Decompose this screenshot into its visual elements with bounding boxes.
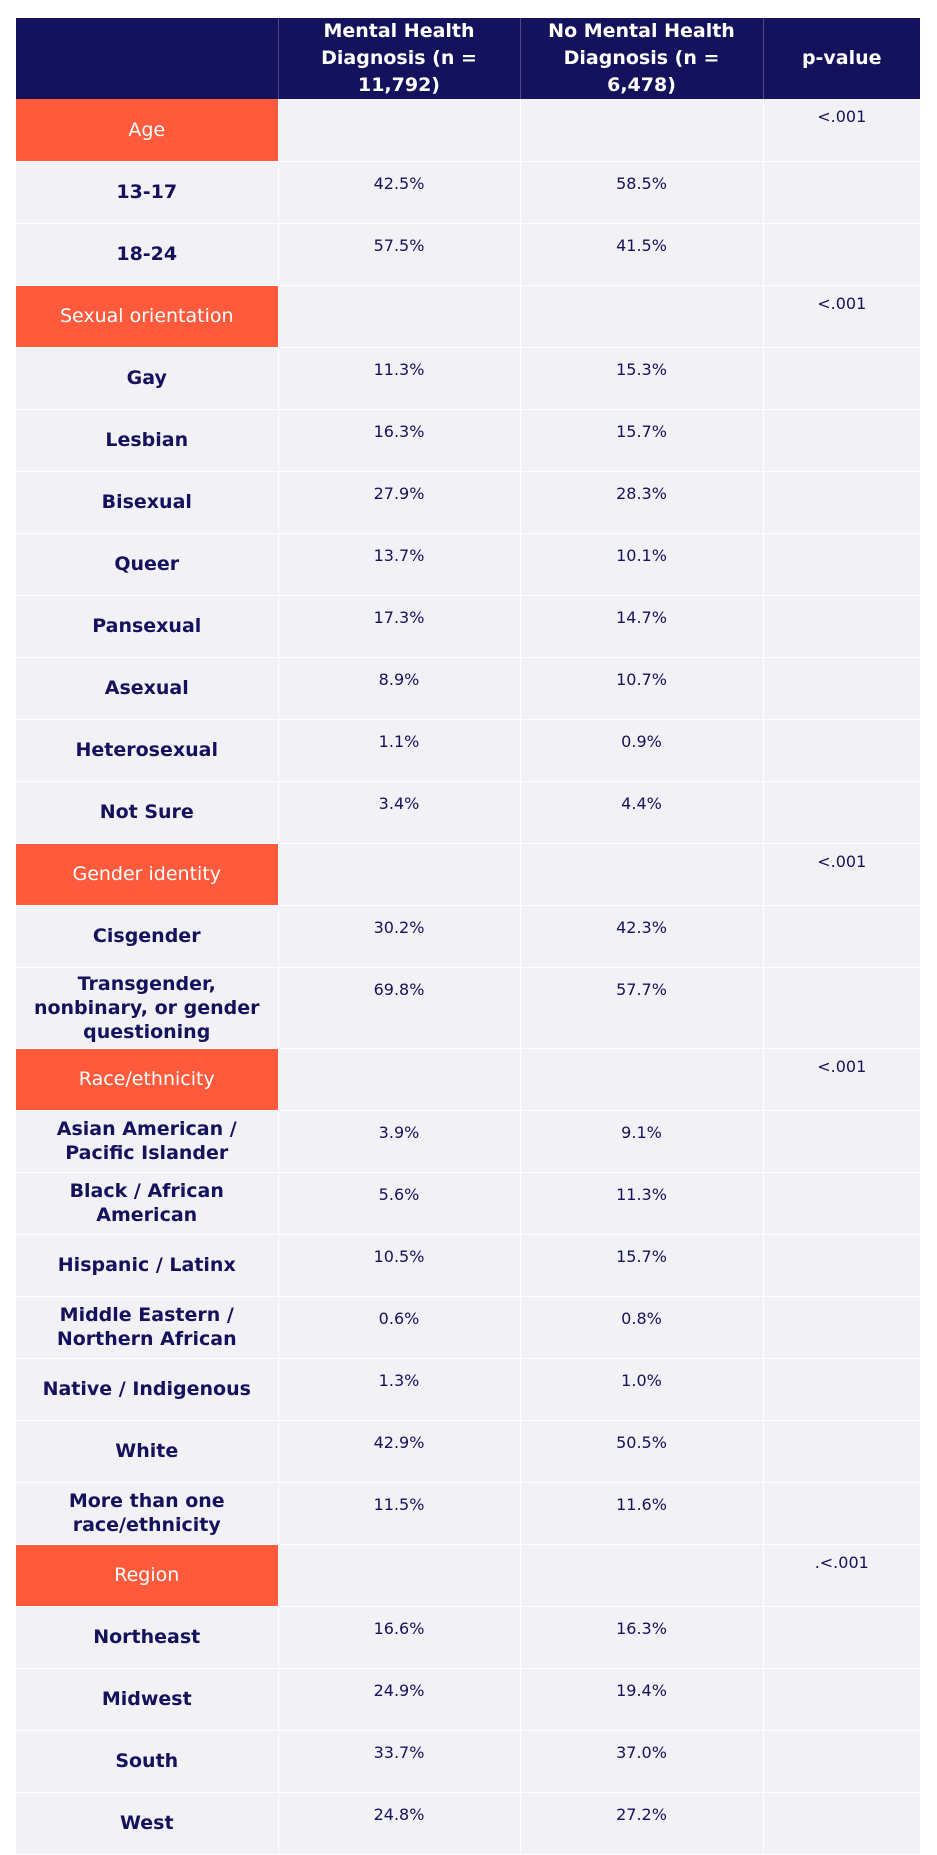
mental-health-value: 11.5% [278, 1482, 520, 1544]
no-mental-health-value: 14.7% [520, 595, 763, 657]
no-mental-health-value: 37.0% [520, 1730, 763, 1792]
no-mental-health-value: 4.4% [520, 781, 763, 843]
section-row [16, 285, 920, 347]
row-label: Black / African American [16, 1172, 278, 1234]
empty-cell [520, 99, 763, 161]
table-row [16, 719, 920, 781]
row-label: Lesbian [16, 409, 278, 471]
mental-health-value: 30.2% [278, 905, 520, 967]
row-label: Pansexual [16, 595, 278, 657]
table-row [16, 533, 920, 595]
row-label: Heterosexual [16, 719, 278, 781]
section-label: Age [16, 99, 278, 161]
table-row [16, 1730, 920, 1792]
section-row [16, 1048, 920, 1110]
section-label: Region [16, 1544, 278, 1606]
table-row [16, 471, 920, 533]
table-row [16, 1668, 920, 1730]
empty-cell [763, 1420, 920, 1482]
mental-health-value: 17.3% [278, 595, 520, 657]
no-mental-health-value: 28.3% [520, 471, 763, 533]
mental-health-value: 24.8% [278, 1792, 520, 1854]
empty-cell [763, 1606, 920, 1668]
row-label: Hispanic / Latinx [16, 1234, 278, 1296]
mental-health-value: 57.5% [278, 223, 520, 285]
empty-cell [763, 781, 920, 843]
row-label: More than one race/ethnicity [16, 1482, 278, 1544]
empty-cell [763, 1358, 920, 1420]
mental-health-value: 42.9% [278, 1420, 520, 1482]
p-value-cell: <.001 [763, 285, 920, 347]
table-row [16, 1296, 920, 1358]
row-label: Native / Indigenous [16, 1358, 278, 1420]
row-label: Transgender, nonbinary, or gender questioning [16, 967, 278, 1048]
empty-cell [520, 843, 763, 905]
empty-cell [763, 1296, 920, 1358]
table-row [16, 1234, 920, 1296]
no-mental-health-value: 15.7% [520, 409, 763, 471]
no-mental-health-value: 27.2% [520, 1792, 763, 1854]
empty-cell [763, 1110, 920, 1172]
table-row [16, 595, 920, 657]
no-mental-health-value: 58.5% [520, 161, 763, 223]
empty-cell [763, 905, 920, 967]
empty-cell [520, 1544, 763, 1606]
empty-cell [763, 409, 920, 471]
table-row [16, 409, 920, 471]
row-label: White [16, 1420, 278, 1482]
row-label: West [16, 1792, 278, 1854]
empty-cell [763, 347, 920, 409]
no-mental-health-value: 57.7% [520, 967, 763, 1048]
empty-cell [763, 1792, 920, 1854]
header-mental-health: Mental Health Diagnosis (n = 11,792) [278, 18, 520, 99]
no-mental-health-value: 42.3% [520, 905, 763, 967]
mental-health-value: 24.9% [278, 1668, 520, 1730]
mental-health-value: 10.5% [278, 1234, 520, 1296]
empty-cell [763, 533, 920, 595]
section-label: Gender identity [16, 843, 278, 905]
row-label: Queer [16, 533, 278, 595]
mental-health-value: 1.3% [278, 1358, 520, 1420]
empty-cell [763, 657, 920, 719]
mental-health-value: 3.9% [278, 1110, 520, 1172]
row-label: Asian American / Pacific Islander [16, 1110, 278, 1172]
empty-cell [520, 285, 763, 347]
section-row [16, 1544, 920, 1606]
p-value-cell: <.001 [763, 1048, 920, 1110]
p-value-cell: .<.001 [763, 1544, 920, 1606]
no-mental-health-value: 9.1% [520, 1110, 763, 1172]
no-mental-health-value: 11.6% [520, 1482, 763, 1544]
mental-health-value: 27.9% [278, 471, 520, 533]
row-label: 13-17 [16, 161, 278, 223]
empty-cell [278, 99, 520, 161]
row-label: Northeast [16, 1606, 278, 1668]
mental-health-value: 3.4% [278, 781, 520, 843]
section-row [16, 843, 920, 905]
header-blank-cell [16, 18, 278, 99]
empty-cell [520, 1048, 763, 1110]
p-value-cell: <.001 [763, 99, 920, 161]
empty-cell [763, 471, 920, 533]
empty-cell [763, 1730, 920, 1792]
row-label: Middle Eastern / Northern African [16, 1296, 278, 1358]
mental-health-value: 42.5% [278, 161, 520, 223]
row-label: Asexual [16, 657, 278, 719]
table-row [16, 781, 920, 843]
empty-cell [278, 285, 520, 347]
empty-cell [763, 1172, 920, 1234]
section-label: Sexual orientation [16, 285, 278, 347]
empty-cell [763, 967, 920, 1048]
header-p-value: p-value [763, 18, 920, 99]
no-mental-health-value: 15.3% [520, 347, 763, 409]
empty-cell [278, 1544, 520, 1606]
table-row [16, 1482, 920, 1544]
mental-health-value: 11.3% [278, 347, 520, 409]
empty-cell [763, 1482, 920, 1544]
no-mental-health-value: 0.8% [520, 1296, 763, 1358]
empty-cell [763, 719, 920, 781]
no-mental-health-value: 0.9% [520, 719, 763, 781]
empty-cell [278, 843, 520, 905]
row-label: Bisexual [16, 471, 278, 533]
no-mental-health-value: 15.7% [520, 1234, 763, 1296]
empty-cell [763, 1668, 920, 1730]
table-row [16, 905, 920, 967]
table-row [16, 1420, 920, 1482]
row-label: Not Sure [16, 781, 278, 843]
no-mental-health-value: 10.1% [520, 533, 763, 595]
table-row [16, 1172, 920, 1234]
mental-health-value: 1.1% [278, 719, 520, 781]
mental-health-value: 16.3% [278, 409, 520, 471]
mental-health-value: 0.6% [278, 1296, 520, 1358]
section-row [16, 99, 920, 161]
row-label: South [16, 1730, 278, 1792]
mental-health-value: 5.6% [278, 1172, 520, 1234]
table-row [16, 1358, 920, 1420]
no-mental-health-value: 50.5% [520, 1420, 763, 1482]
mental-health-value: 33.7% [278, 1730, 520, 1792]
mental-health-value: 69.8% [278, 967, 520, 1048]
table-body [16, 99, 920, 1854]
mental-health-value: 16.6% [278, 1606, 520, 1668]
table-row [16, 1792, 920, 1854]
mental-health-value: 13.7% [278, 533, 520, 595]
table-row [16, 657, 920, 719]
p-value-cell: <.001 [763, 843, 920, 905]
table-row [16, 223, 920, 285]
no-mental-health-value: 11.3% [520, 1172, 763, 1234]
empty-cell [278, 1048, 520, 1110]
empty-cell [763, 161, 920, 223]
header-row [16, 18, 920, 99]
empty-cell [763, 595, 920, 657]
no-mental-health-value: 1.0% [520, 1358, 763, 1420]
table-row [16, 1606, 920, 1668]
table-row [16, 1110, 920, 1172]
row-label: 18-24 [16, 223, 278, 285]
no-mental-health-value: 16.3% [520, 1606, 763, 1668]
no-mental-health-value: 41.5% [520, 223, 763, 285]
row-label: Cisgender [16, 905, 278, 967]
no-mental-health-value: 19.4% [520, 1668, 763, 1730]
row-label: Midwest [16, 1668, 278, 1730]
table-row [16, 161, 920, 223]
no-mental-health-value: 10.7% [520, 657, 763, 719]
table-row [16, 967, 920, 1048]
mental-health-value: 8.9% [278, 657, 520, 719]
demographics-table [16, 18, 920, 1855]
section-label: Race/ethnicity [16, 1048, 278, 1110]
empty-cell [763, 223, 920, 285]
row-label: Gay [16, 347, 278, 409]
empty-cell [763, 1234, 920, 1296]
table-row [16, 347, 920, 409]
header-no-mental-health: No Mental Health Diagnosis (n = 6,478) [520, 18, 763, 99]
